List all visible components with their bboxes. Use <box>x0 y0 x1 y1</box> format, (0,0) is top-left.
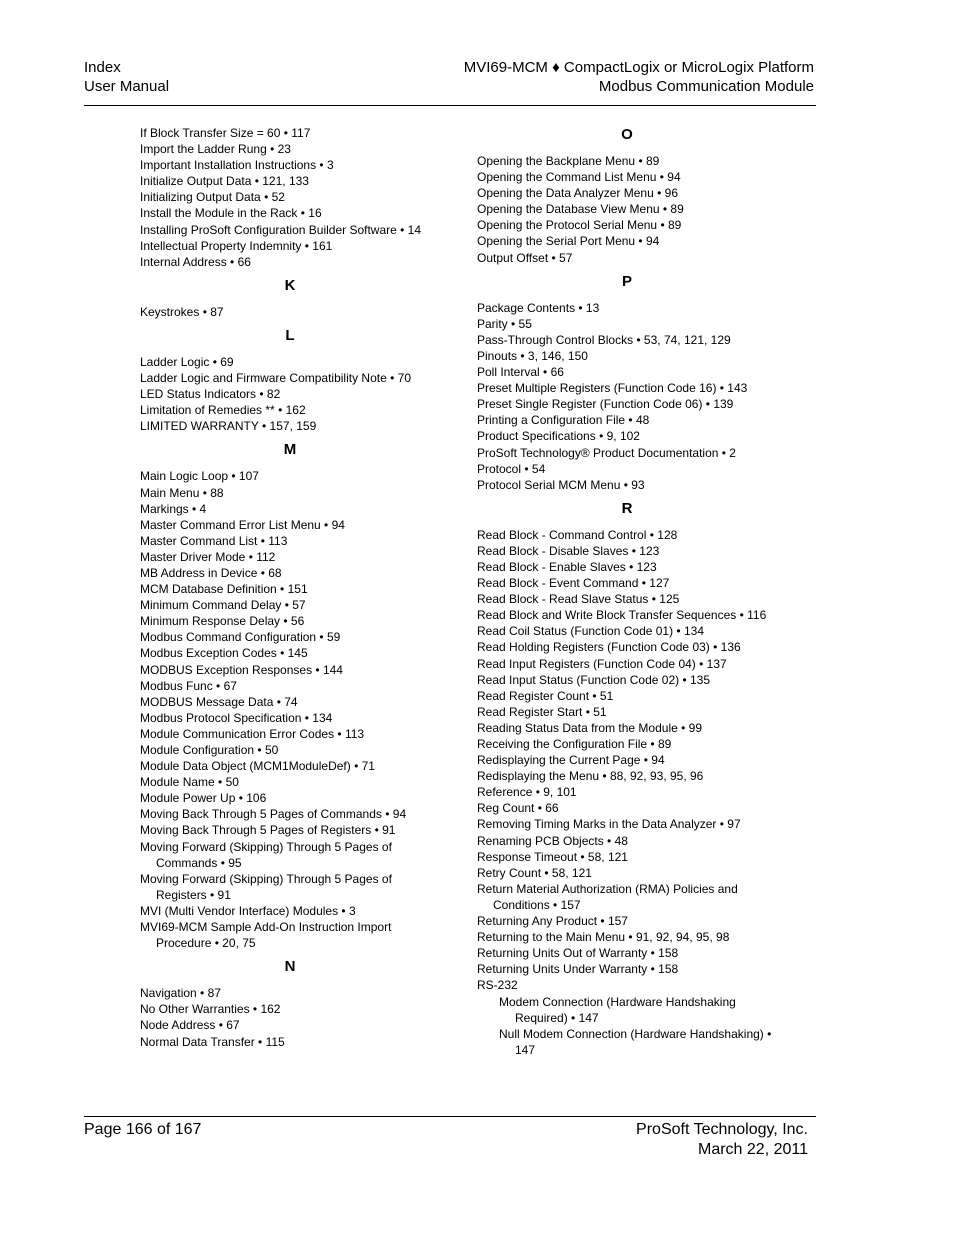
index-entry: Package Contents • 13 <box>477 300 600 315</box>
index-entry: Limitation of Remedies ** • 162 <box>140 403 306 418</box>
index-entry: Installing ProSoft Configuration Builder Software • 14 <box>140 222 422 237</box>
index-entry: Modbus Command Configuration • 59 <box>140 630 341 645</box>
index-entry: Response Timeout • 58, 121 <box>477 849 628 864</box>
index-entry: Preset Single Register (Function Code 06) • 139 <box>477 397 734 412</box>
index-entry: Module Power Up • 106 <box>140 791 267 806</box>
index-entry: Returning Units Out of Warranty • 158 <box>477 946 679 961</box>
index-entry: Read Coil Status (Function Code 01) • 134 <box>477 624 704 639</box>
index-entry: Main Menu • 88 <box>140 485 224 500</box>
index-entry: Master Command Error List Menu • 94 <box>140 517 345 532</box>
index-entry: Preset Multiple Registers (Function Code 16) • 143 <box>477 381 748 396</box>
index-entry: Retry Count • 58, 121 <box>477 865 592 880</box>
index-entry: Reading Status Data from the Module • 99 <box>477 720 702 735</box>
index-entry: Output Offset • 57 <box>477 250 573 265</box>
index-entry: Main Logic Loop • 107 <box>140 469 259 484</box>
index-entry: Modem Connection (Hardware Handshaking Required) • 147 <box>499 994 736 1025</box>
index-entry: ProSoft Technology® Product Documentation • 2 <box>477 445 736 460</box>
index-column-right <box>477 125 777 1058</box>
product-subtitle: Modbus Communication Module <box>598 78 814 95</box>
index-entry: Opening the Database View Menu • 89 <box>477 202 684 217</box>
index-entry: Returning Any Product • 157 <box>477 914 628 929</box>
index-entry: Module Communication Error Codes • 113 <box>140 726 365 741</box>
index-entry: Null Modem Connection (Hardware Handshaking) • 147 <box>499 1026 772 1057</box>
index-entry: Ladder Logic and Firmware Compatibility Note • 70 <box>140 371 411 386</box>
index-entry: Parity • 55 <box>477 316 532 331</box>
index-entry: MODBUS Exception Responses • 144 <box>140 662 343 677</box>
index-entry: Module Data Object (MCM1ModuleDef) • 71 <box>140 759 375 774</box>
index-letter-heading: M <box>283 441 297 459</box>
index-entry: Normal Data Transfer • 115 <box>140 1034 285 1049</box>
index-entry: Protocol Serial MCM Menu • 93 <box>477 477 645 492</box>
index-entry: Opening the Protocol Serial Menu • 89 <box>477 218 682 233</box>
index-column-left <box>140 125 440 1050</box>
index-entry: Install the Module in the Rack • 16 <box>140 206 322 221</box>
header-divider <box>84 105 816 106</box>
index-entry: Master Driver Mode • 112 <box>140 549 276 564</box>
index-entry: MVI69-MCM Sample Add-On Instruction Import Procedure • 20, 75 <box>140 920 392 951</box>
index-entry: Initialize Output Data • 121, 133 <box>140 174 309 189</box>
index-entry: Returning to the Main Menu • 91, 92, 94, 95, 98 <box>477 930 730 945</box>
index-letter-heading: P <box>621 272 632 290</box>
index-entry: Protocol • 54 <box>477 461 546 476</box>
index-letter-heading: L <box>285 326 295 344</box>
footer-right <box>636 1120 808 1160</box>
index-entry: Opening the Backplane Menu • 89 <box>477 154 660 168</box>
index-entry: Opening the Command List Menu • 94 <box>477 170 681 185</box>
index-entry: Read Block and Write Block Transfer Sequences • 116 <box>477 608 767 623</box>
index-entry: Modbus Protocol Specification • 134 <box>140 710 333 725</box>
header-right <box>464 58 814 96</box>
index-entry: Modbus Exception Codes • 145 <box>140 646 308 661</box>
index-entry: Opening the Data Analyzer Menu • 96 <box>477 186 678 201</box>
index-entry: Read Block - Event Command • 127 <box>477 576 670 591</box>
page-number: Page 166 of 167 <box>84 1121 202 1138</box>
index-entry: Intellectual Property Indemnity • 161 <box>140 238 333 253</box>
index-entry: Pass-Through Control Blocks • 53, 74, 121, 129 <box>477 332 731 347</box>
index-entry: Read Input Status (Function Code 02) • 135 <box>477 672 711 687</box>
index-entry: Opening the Serial Port Menu • 94 <box>477 234 660 249</box>
index-letter-heading: N <box>284 958 296 976</box>
index-letter-heading: O <box>621 126 633 143</box>
index-entry: MODBUS Message Data • 74 <box>140 694 298 709</box>
index-entry: Read Register Count • 51 <box>477 688 614 703</box>
index-entry: Minimum Response Delay • 56 <box>140 614 305 629</box>
index-entry: Read Block - Read Slave Status • 125 <box>477 592 680 607</box>
index-entry: Import the Ladder Rung • 23 <box>140 142 291 157</box>
index-entry: Moving Back Through 5 Pages of Commands • 94 <box>140 807 407 822</box>
index-entry: Read Block - Disable Slaves • 123 <box>477 543 660 558</box>
index-entry: Read Register Start • 51 <box>477 704 607 719</box>
index-entry: Ladder Logic • 69 <box>140 354 234 369</box>
index-entry: Navigation • 87 <box>140 986 221 1001</box>
index-entry: Master Command List • 113 <box>140 533 288 548</box>
company-name: ProSoft Technology, Inc. <box>636 1121 808 1138</box>
section-title: Index <box>84 59 121 76</box>
index-entry: Redisplaying the Current Page • 94 <box>477 753 665 768</box>
index-entry: Module Configuration • 50 <box>140 743 279 757</box>
index-entry: Keystrokes • 87 <box>140 304 224 319</box>
index-entry: RS-232 <box>477 978 518 993</box>
footer-divider <box>84 1116 816 1117</box>
index-entry: Reg Count • 66 <box>477 801 559 816</box>
index-entry: MCM Database Definition • 151 <box>140 582 308 597</box>
index-entry: Product Specifications • 9, 102 <box>477 429 640 444</box>
product-title: MVI69-MCM ♦ CompactLogix or MicroLogix Platform <box>463 59 814 76</box>
index-entry: Module Name • 50 <box>140 775 239 790</box>
index-entry: Reference • 9, 101 <box>477 785 577 800</box>
index-entry: MVI (Multi Vendor Interface) Modules • 3 <box>140 903 356 918</box>
index-entry: Pinouts • 3, 146, 150 <box>477 348 588 363</box>
index-letter-heading: K <box>284 276 296 294</box>
index-entry: Removing Timing Marks in the Data Analyzer • 97 <box>477 817 741 832</box>
index-entry: Poll Interval • 66 <box>477 365 564 380</box>
index-entry: Moving Forward (Skipping) Through 5 Pages of Commands • 95 <box>140 839 392 870</box>
index-entry: Read Block - Enable Slaves • 123 <box>477 559 657 574</box>
index-entry: Read Input Registers (Function Code 04) • 137 <box>477 656 727 671</box>
index-entry: Printing a Configuration File • 48 <box>477 413 650 428</box>
index-entry: Redisplaying the Menu • 88, 92, 93, 95, 96 <box>477 769 704 784</box>
index-entry: Read Holding Registers (Function Code 03) • 136 <box>477 640 741 655</box>
index-entry: Important Installation Instructions • 3 <box>140 158 334 173</box>
index-entry: Node Address • 67 <box>140 1018 240 1033</box>
index-entry: Initializing Output Data • 52 <box>140 190 285 205</box>
manual-title: User Manual <box>84 78 170 95</box>
index-entry: No Other Warranties • 162 <box>140 1002 281 1017</box>
index-entry: Returning Units Under Warranty • 158 <box>477 962 679 977</box>
publish-date: March 22, 2011 <box>698 1141 808 1158</box>
index-entry: If Block Transfer Size = 60 • 117 <box>140 126 311 140</box>
index-entry: LED Status Indicators • 82 <box>140 387 281 402</box>
index-entry: Moving Back Through 5 Pages of Registers • 91 <box>140 823 396 838</box>
index-entry: Receiving the Configuration File • 89 <box>477 737 672 751</box>
index-entry: Internal Address • 66 <box>140 254 251 269</box>
index-entry: Return Material Authorization (RMA) Policies and Conditions • 157 <box>477 881 738 912</box>
index-entry: Markings • 4 <box>140 501 207 516</box>
index-letter-heading: R <box>621 499 633 517</box>
index-entry: Read Block - Command Control • 128 <box>477 527 678 542</box>
index-entry: Moving Forward (Skipping) Through 5 Pages of Registers • 91 <box>140 871 392 902</box>
index-entry: LIMITED WARRANTY • 157, 159 <box>140 419 317 434</box>
index-entry: Modbus Func • 67 <box>140 678 237 693</box>
index-entry: MB Address in Device • 68 <box>140 565 282 580</box>
header-left <box>84 58 169 96</box>
index-entry: Renaming PCB Objects • 48 <box>477 833 628 848</box>
index-entry: Minimum Command Delay • 57 <box>140 598 306 613</box>
